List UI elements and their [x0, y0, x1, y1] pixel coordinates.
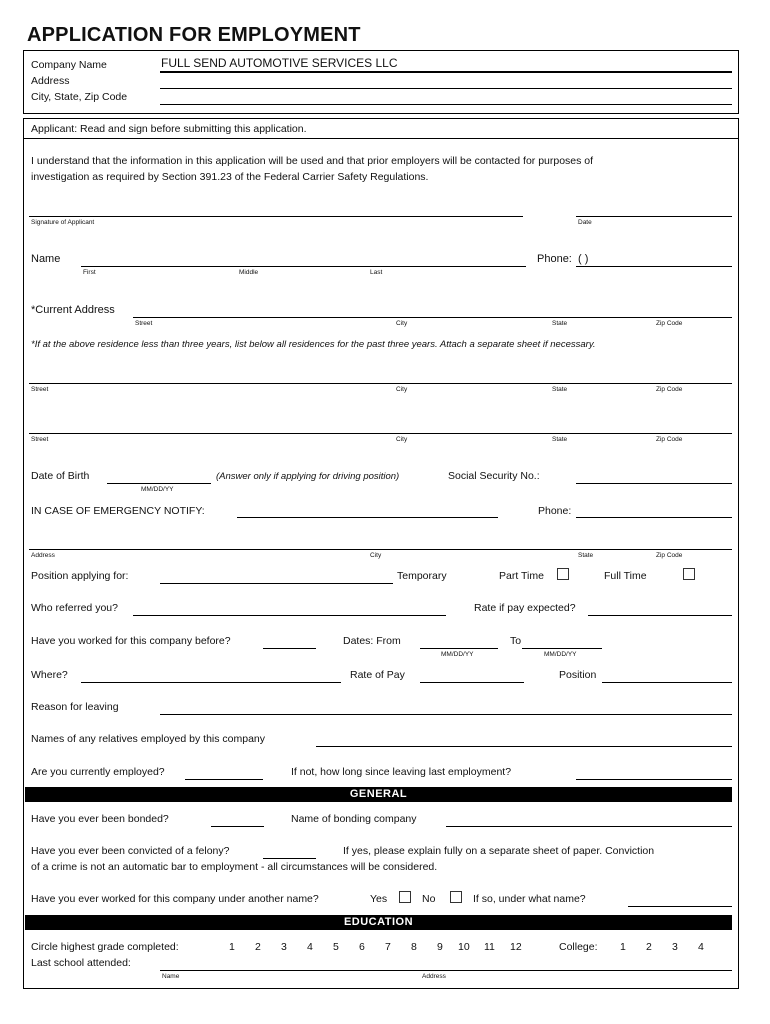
company-name-label: Company Name [31, 59, 107, 71]
other-name-line[interactable] [628, 906, 732, 907]
street-label: Street [135, 320, 153, 327]
bonded-line[interactable] [211, 826, 264, 827]
if-so-label: If so, under what name? [473, 893, 586, 905]
ssn-line[interactable] [576, 483, 732, 484]
full-time-checkbox[interactable] [683, 568, 695, 580]
rate-of-pay-line[interactable] [420, 682, 524, 683]
zip-small-label: Zip Code [656, 552, 683, 559]
yes-label: Yes [370, 893, 388, 905]
grade-3[interactable]: 3 [281, 941, 287, 953]
phone-label: Phone: [537, 253, 572, 265]
city-label: City [396, 320, 408, 327]
prior-address-line-2[interactable] [29, 433, 732, 434]
name-last-label: Last [370, 269, 383, 276]
current-address-line[interactable] [133, 317, 732, 318]
zip-label: Zip Code [656, 386, 683, 393]
company-name-value: FULL SEND AUTOMOTIVE SERVICES LLC [161, 56, 398, 70]
full-time-label: Full Time [604, 570, 647, 582]
college-year-4[interactable]: 4 [698, 941, 704, 953]
temporary-label: Temporary [397, 570, 447, 582]
name-middle-label: Middle [239, 269, 259, 276]
college-year-1[interactable]: 1 [620, 941, 626, 953]
no-label: No [422, 893, 436, 905]
dates-from-format: MM/DD/YY [441, 651, 474, 658]
signature-label: Signature of Applicant [31, 219, 95, 226]
state-label: State [552, 320, 568, 327]
statement-line-2: investigation as required by Section 391.23 of the Federal Carrier Safety Regulations. [31, 171, 429, 183]
phone-paren: ( ) [578, 253, 589, 265]
company-address-line[interactable] [160, 88, 732, 89]
company-city-label: City, State, Zip Code [31, 91, 128, 103]
address-small-label: Address [31, 552, 55, 559]
how-long-label: If not, how long since leaving last employment? [291, 766, 512, 778]
company-address-label: Address [31, 75, 70, 87]
position-line[interactable] [602, 682, 732, 683]
dates-to-label: To [510, 635, 522, 647]
reason-leaving-line[interactable] [160, 714, 732, 715]
dates-from-line[interactable] [420, 648, 498, 649]
grade-4[interactable]: 4 [307, 941, 313, 953]
dob-note: (Answer only if applying for driving position) [216, 471, 400, 482]
other-name-label: Have you ever worked for this company under another name? [31, 893, 319, 905]
form-title: APPLICATION FOR EMPLOYMENT [27, 24, 361, 46]
divider [24, 138, 738, 139]
college-year-2[interactable]: 2 [646, 941, 652, 953]
part-time-label: Part Time [499, 570, 544, 582]
grade-9[interactable]: 9 [437, 941, 443, 953]
bonding-company-line[interactable] [446, 826, 732, 827]
statement-line-1: I understand that the information in this application will be used and that prior employers will be contacted for purposes of [31, 155, 594, 167]
how-long-line[interactable] [576, 779, 732, 780]
date-label: Date [578, 219, 592, 226]
grade-12[interactable]: 12 [510, 941, 522, 953]
grade-8[interactable]: 8 [411, 941, 417, 953]
company-city-line[interactable] [160, 104, 732, 105]
company-name-line[interactable] [160, 71, 732, 73]
date-line[interactable] [576, 216, 732, 217]
ssn-label: Social Security No.: [448, 470, 540, 482]
grade-11[interactable]: 11 [484, 941, 495, 953]
state-label: State [552, 436, 568, 443]
college-label: College: [559, 941, 598, 953]
street-label: Street [31, 436, 49, 443]
last-school-line[interactable] [160, 970, 732, 971]
zip-label: Zip Code [656, 436, 683, 443]
worked-before-label: Have you worked for this company before? [31, 635, 231, 647]
city-small-label: City [370, 552, 382, 559]
grade-6[interactable]: 6 [359, 941, 365, 953]
dates-from-label: Dates: From [343, 635, 401, 647]
city-label: City [396, 436, 408, 443]
name-line[interactable] [81, 266, 526, 267]
dob-line[interactable] [107, 483, 211, 484]
felony-line[interactable] [263, 858, 316, 859]
current-address-label: *Current Address [31, 304, 115, 316]
residence-note: *If at the above residence less than three years, list below all residences for the past three years. Attach a separate sheet if necessary. [31, 339, 596, 350]
bonded-label: Have you ever been bonded? [31, 813, 169, 825]
name-label: Name [31, 253, 61, 265]
felony-label: Have you ever been convicted of a felony? [31, 845, 230, 857]
college-year-3[interactable]: 3 [672, 941, 678, 953]
state-label: State [552, 386, 568, 393]
felony-note: of a crime is not an automatic bar to employment - all circumstances will be considered. [31, 861, 438, 873]
rate-expected-label: Rate if pay expected? [474, 602, 576, 614]
name-first-label: First [83, 269, 96, 276]
emergency-address-line[interactable] [29, 549, 732, 550]
position-applying-label: Position applying for: [31, 570, 129, 582]
education-header: EDUCATION [25, 915, 732, 930]
emergency-label: IN CASE OF EMERGENCY NOTIFY: [31, 505, 205, 517]
relatives-label: Names of any relatives employed by this company [31, 733, 266, 745]
grade-label: Circle highest grade completed: [31, 941, 179, 953]
street-label: Street [31, 386, 49, 393]
prior-address-line-1[interactable] [29, 383, 732, 384]
grade-10[interactable]: 10 [458, 941, 470, 953]
where-label: Where? [31, 669, 68, 681]
dob-format: MM/DD/YY [141, 486, 174, 493]
currently-employed-line[interactable] [185, 779, 263, 780]
instruction-text: Applicant: Read and sign before submitting this application. [31, 123, 307, 135]
dates-to-line[interactable] [522, 648, 602, 649]
dob-label: Date of Birth [31, 470, 90, 482]
phone-line[interactable] [576, 266, 732, 267]
position-label: Position [559, 669, 597, 681]
bonding-company-label: Name of bonding company [291, 813, 417, 825]
no-checkbox[interactable] [450, 891, 462, 903]
felony-explain: If yes, please explain fully on a separate sheet of paper. Conviction [343, 845, 655, 857]
referred-label: Who referred you? [31, 602, 118, 614]
emergency-phone-label: Phone: [538, 505, 572, 517]
state-small-label: State [578, 552, 594, 559]
relatives-line[interactable] [316, 746, 732, 747]
signature-line[interactable] [29, 216, 523, 217]
grade-2[interactable]: 2 [255, 941, 261, 953]
school-address-small: Address [422, 973, 446, 980]
rate-expected-line[interactable] [588, 615, 732, 616]
grade-7[interactable]: 7 [385, 941, 391, 953]
reason-leaving-label: Reason for leaving [31, 701, 119, 713]
grade-5[interactable]: 5 [333, 941, 339, 953]
emergency-line[interactable] [237, 517, 498, 518]
grade-1[interactable]: 1 [229, 941, 235, 953]
zip-label: Zip Code [656, 320, 683, 327]
yes-checkbox[interactable] [399, 891, 411, 903]
emergency-phone-line[interactable] [576, 517, 732, 518]
part-time-checkbox[interactable] [557, 568, 569, 580]
rate-of-pay-label: Rate of Pay [350, 669, 405, 681]
city-label: City [396, 386, 408, 393]
where-line[interactable] [81, 682, 341, 683]
position-applying-line[interactable] [160, 583, 393, 584]
referred-line[interactable] [133, 615, 446, 616]
school-name-small: Name [162, 973, 180, 980]
dates-to-format: MM/DD/YY [544, 651, 577, 658]
worked-before-line[interactable] [263, 648, 316, 649]
last-school-label: Last school attended: [31, 957, 131, 969]
general-header: GENERAL [25, 787, 732, 802]
currently-employed-label: Are you currently employed? [31, 766, 165, 778]
